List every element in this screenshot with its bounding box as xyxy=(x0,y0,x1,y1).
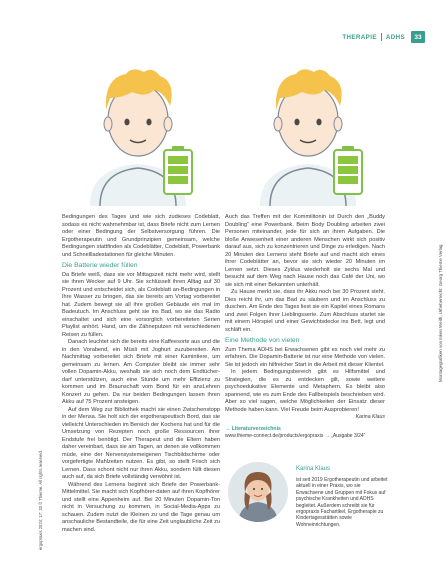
page-number: 33 xyxy=(411,31,425,43)
paragraph: Auch das Treffen mit der Kommilitonin ist Durch den „Buddy Doubling“ eine Powerbank. Beim Body Doubling arbeiten zwei Personen miteinander, jede für sich an ihren Aufgaben. Die bloße Anwesenheit einer anderen Menschen wirkt sich positiv darauf aus, sich zu konzentrieren und Dinge zu erledigen. Nach 20 Minuten des Lernens steht Briefe auf und macht sich eines ihrer Codeblätter an, bevor sie sich wieder 20 Minuten im Lernen setzt. Dieses Zyklus wiederholt sie sechs Mal und besucht auf dem Weg nach Hause noch das Café der Uni, wo sie sich mit einer Bekannten unterhält. xyxy=(225,214,385,288)
paragraph: Bedingungen des Tages und wie sich zudieses Codeblatt, sodass es nicht wahrnehmbar ist, dass Briefe nicht zum Lernen oder einer Bedingung der Selbstversorgung führen. Die Ergotherapeutin und Grundprinzipien gemeinsam, welche Bedingungen stattfinden als Codeblätter, Codeblatt, Powerbank und Schnellladestationen für gleiche Minuten. xyxy=(62,214,220,258)
literature-heading: → Literaturverzeichnis xyxy=(225,425,281,432)
image-credit-vertical: Montagegrafiken von Inken Weith, Urheberrecht: Georg Thieme Verlag xyxy=(438,244,443,382)
paragraph: Zum Thema ADHS bei Erwachsenen gibt es noch viel mehr zu erfahren. Die Dopamin-Batterie ist nur eine Methode von vielen. Sie ist jedoch ein hilfreicher Start in die Arbeit mit dieser Klientel. xyxy=(225,346,385,368)
copyright-vertical: ergopraxis 2024; 17: 33 © Thieme. All rights reserved. xyxy=(38,449,43,550)
author-name: Karina Klaus xyxy=(296,466,331,472)
header-divider xyxy=(381,33,382,41)
running-header xyxy=(342,31,425,43)
battery-icon-left xyxy=(164,146,192,194)
paragraph: Während des Lernens beginnt sich Briefe der Powerbank-Mittelmittel. Sie macht sich Kopfhörer-daten auf ihren Kopfhörer und stellt eine Appenheim auf. Bei 20 Minuten Dopamin-Ton nicht in Versuchung zu kommen, in Social-Media-Apps zu schauen. Zudem nutzt die Kleinen zu und die Tage genau um anschauliche Bestandteile, die für eine Zeit unglaubliche Zeit zu machen sind. xyxy=(62,481,220,533)
paragraph: Zu Hause merkt sie, dass ihr Akku noch bei 30 Prozent steht. Dies reicht ihr, um das Bad zu säubern und im Anschluss zu duschen. Am Ende des Tages liest sie ein Kapitel eines Romans und zwei Folgen ihrer Lieblingsserie. Zum Abschluss startet sie mit einem Hörspiel und einer Gewichtsdecke ins Bett, legt und schläft ein. xyxy=(225,289,385,333)
illustration-people-batteries xyxy=(60,48,390,206)
header-topic: ADHS xyxy=(385,33,405,41)
paragraph: Da Briefe weiß, dass sie vor Mittagszeit nicht mehr wird, stellt sie ihren Wecker auf 9 Uhr. Sie schlüsselt ihren Alltag auf 30 Prozent und entscheidet sich, als Codeblatt an-Bedingungen in Ihre Wasser zu bringen, das sie bereits am Vortag vorbereitet hat. Zudem bewegt sie all ihre großen Gebäude ein mal im Badeutuch. Im Anschluss geht sie ins Bad, wo sie das Radio einschaltet und sich eine vorsorglich vorbereiteten Serien Playlist anhört. Hand, um die Zähneputzen mit verschiedenen Reisen zu füllen. xyxy=(62,271,220,338)
paragraph: In jedem Bedingungsbereich gibt es Hilfsmittel und Strategien, die es zu entdecken gilt, sowie weitere psychoedukative Elemente und Metaphern. Es bleibt also spannend, wie es zum Ende des Fallbeispiels beschrieben wird. Aber so viel sagen, welche Möglichkeiten der Einsatz dieser Methode haben kann. Viel Freude beim Ausprobieren! xyxy=(225,369,385,413)
paragraph: Auf dem Weg zur Bibliothek macht sie einen Zwischenstopp in der Mensa. Sie holt sich der ergotherapeutisch Bord, das sie vielleicht Unterschieden im Bereich der Kochens hat und für die Umsetzung von Rezepten noch große Ressourcen ihrer Endstufe frei benötigt. Der Therapeut und die Eltern haben daher vereinbart, dass sie am Tagen, an denen sie vollkommen müde, eine der Nervensystemeigenen Tischbildschirme oder vorgefertigte Mahlzeiten nutzen. Es gibt, so stellt Frisch sich Lernen. Dass schont nicht nur ihren Akku, sondern füllt diesen auch auf, da sich Briefe vollständig verwöhnt ist. xyxy=(62,406,220,480)
section-heading: Eine Methode von vielen xyxy=(225,337,300,344)
paragraph: Danach leuchtet sich die bereits eine Kaffeesorte aus und die in den Vorabend, ein Müsli mit Joghurt zuzubereiten. Am Nachmittag vorbereitet sich Briefe mit einer Kamintiere, um gemeinsam zu lernen. Am Computer bleibt sie immer sehr vollen Dopamin-Akku, weshalb sie sich noch dem Endtücherdarf unterstützen, auch eine Stunde um mehr Effizienz zu kommen und im Braunschaft vom Bond für ein ansLehren Konzert zu gehen. Da nur beiden Bedingungen lassen ihren Akku auf 75 Prozent ansteigen. xyxy=(62,339,220,405)
author-bio: ist seit 2019 Ergotherapeutin und arbeitet aktuell in einer Praxis, wo sie Erwachsene und Gruppen mit Fokus auf psychische Krankheiten und ADHS begleitet. Außerdem schreibt sie für ergopraxis Fachartikel, Ergotherapie zu Kindertagesstätten sowie Wohneinrichtungen. xyxy=(296,477,388,528)
author-photo xyxy=(228,462,288,522)
header-section: THERAPIE xyxy=(342,33,377,41)
article-column-right xyxy=(225,214,385,440)
battery-icon-right xyxy=(334,146,362,194)
literature-link[interactable]: www.thieme-connect.de/products/ergopraxis → „Ausgabe 3/24“ xyxy=(225,433,366,439)
author-box xyxy=(228,462,386,554)
article-column-left xyxy=(62,214,220,534)
author-signature: Karina Klaus xyxy=(355,414,385,420)
section-heading: Die Batterie wieder füllen xyxy=(62,262,138,269)
